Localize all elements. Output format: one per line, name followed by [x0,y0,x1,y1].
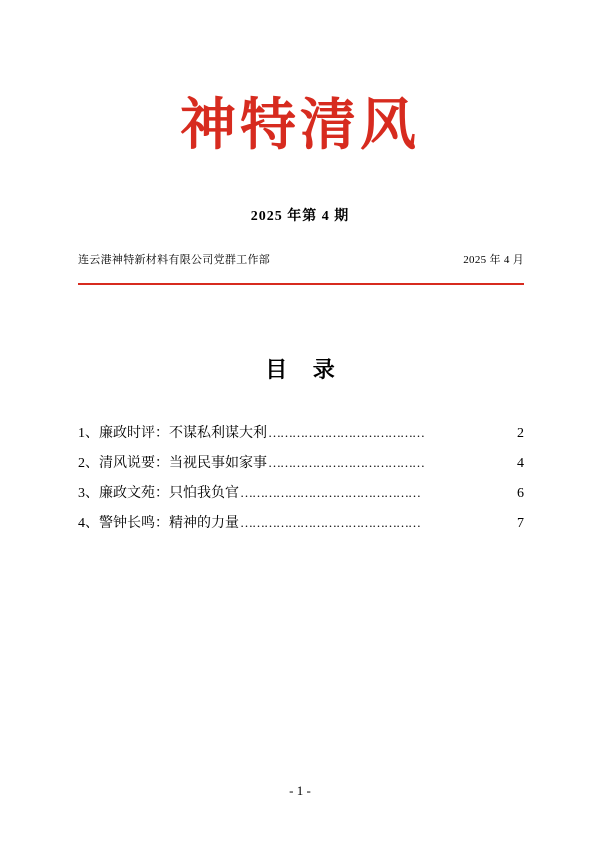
toc-entry-label: 1、廉政时评：不谋私利谋大利 [78,426,267,441]
issue-line: 2025 年第 4 期 [250,209,350,224]
toc-list [78,418,524,538]
toc-entry[interactable] [78,448,524,478]
toc-entry-page: 2 [517,426,524,441]
toc-entry-label: 3、廉政文苑：只怕我负官 [78,486,239,501]
toc-entry-label: 2、清风说要：当视民事如家事 [78,456,267,471]
toc-entry-label: 4、警钟长鸣：精神的力量 [78,516,239,531]
toc-entry-page: 6 [517,486,524,501]
toc-entry-leader: ………………………………… [268,455,424,470]
toc-entry[interactable] [78,508,524,538]
toc-entry-leader: ……………………………………… [240,515,420,530]
toc-heading: 目 录 [265,357,345,382]
toc-entry-leader: ……………………………………… [240,485,420,500]
toc-entry-leader: ………………………………… [268,425,424,440]
toc-entry[interactable] [78,478,524,508]
toc-entry[interactable] [78,418,524,448]
footer-page-number: - 1 - [289,783,311,798]
toc-entry-page: 7 [517,516,524,531]
masthead-title: 神特清风 [180,95,420,157]
issue-date-label: 2025 年 4 月 [463,254,524,266]
header-divider-rule [78,283,524,285]
imprint-row [78,251,524,267]
toc-entry-page: 4 [517,456,524,471]
publisher-label: 连云港神特新材料有限公司党群工作部 [78,254,271,266]
